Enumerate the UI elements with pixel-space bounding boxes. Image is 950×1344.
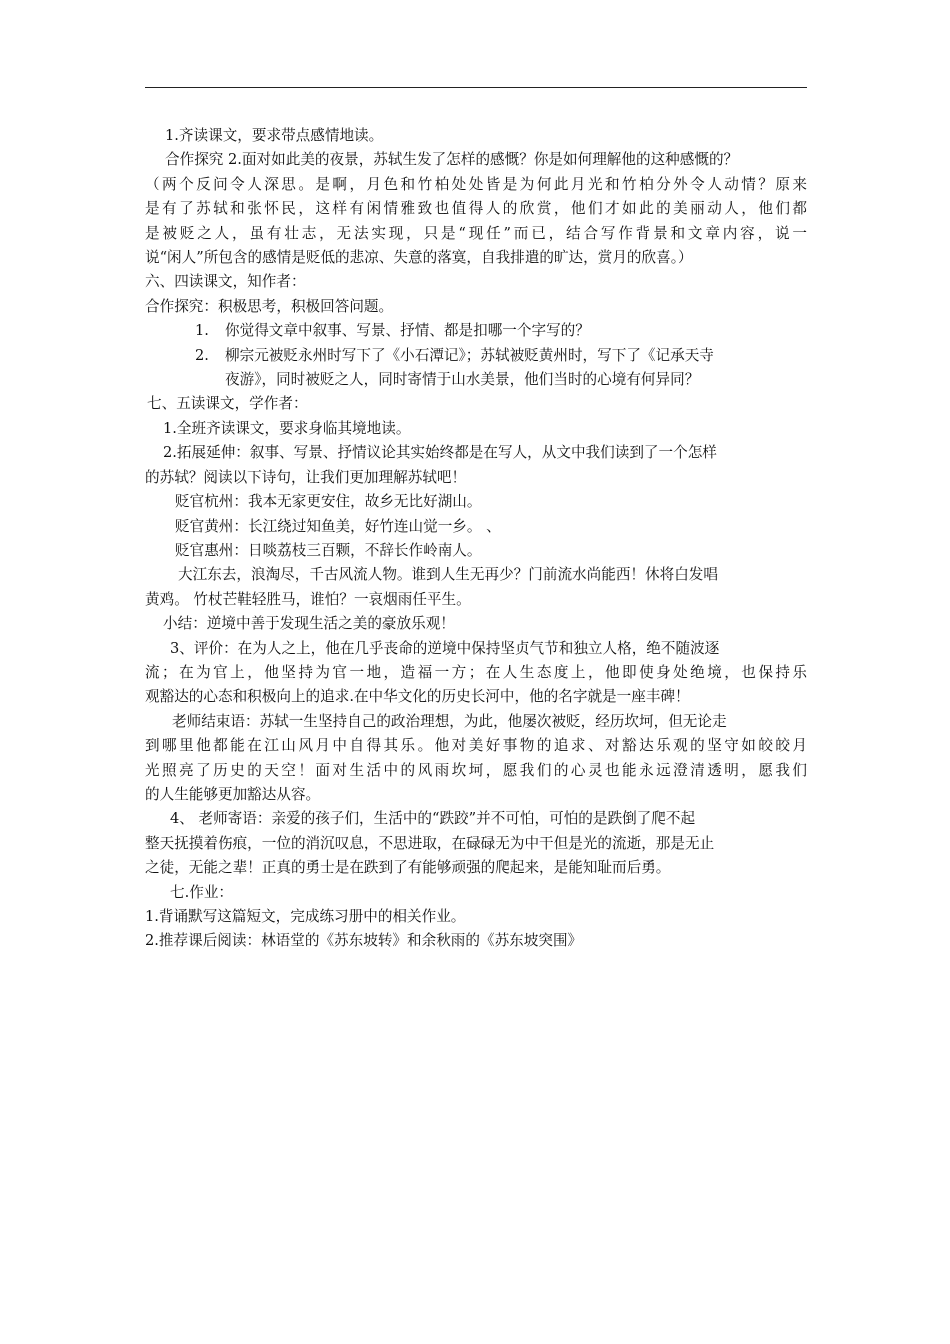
list-number: 2. [195,346,209,364]
para-line: 是有了苏轼和张怀民，这样有闲情雅致也值得人的欣赏，他们才如此的美丽动人，他们都 [145,200,807,218]
header-rule [145,87,807,88]
para-line: 到哪里他都能在江山风月中自得其乐。他对美好事物的追求、对豁达乐观的坚守如皎皎月 [145,737,807,755]
document-body [145,124,807,954]
para-line: 合作探究 2.面对如此美的夜景，苏轼生发了怎样的感慨？你是如何理解他的这种感慨的？ [165,151,739,169]
para-line: 的苏轼？阅读以下诗句，让我们更加理解苏轼吧！ [145,468,467,486]
para-line: 2.拓展延伸：叙事、写景、抒情议论其实始终都是在写人，从文中我们读到了一个怎样 [163,444,717,462]
poem-line: 大江东去，浪淘尽，千古风流人物。谁到人生无再少？门前流水尚能西！休将白发唱 [178,566,718,584]
section-heading: 七、五读课文，学作者： [147,395,308,413]
para-line: 1.全班齐读课文，要求身临其境地读。 [163,419,411,437]
poem-line: 黄鸡。 竹杖芒鞋轻胜马，谁怕？一哀烟雨任平生。 [145,590,471,608]
para-line: 1.齐读课文，要求带点感情地读。 [165,127,384,144]
para-line: 整天抚摸着伤痕，一位的消沉叹息，不思进取，在碌碌无为中干但是光的流逝，那是无止 [145,834,715,852]
poem-line: 贬官惠州：日啖荔枝三百颗，不辞长作岭南人。 [175,541,482,559]
list-item [145,319,807,343]
para-line: 说“闲人”所包含的感情是贬低的悲凉、失意的落寞，自我排遣的旷达，赏月的欣喜。） [145,249,693,267]
list-number: 1. [195,322,209,340]
poem-line: 贬官杭州：我本无家更安住，故乡无比好湖山。 [175,493,482,511]
section-heading: 七.作业： [170,883,234,901]
para-line: 合作探究：积极思考，积极回答问题。 [145,297,394,315]
para-line: 3、评价：在为人之上，他在几乎丧命的逆境中保持坚贞气节和独立人格，绝不随波逐 [170,639,720,657]
para-line: 是被贬之人，虽有壮志，无法实现，只是“现任”而已，结合写作背景和文章内容，说一 [145,224,807,242]
para-line: 之徒，无能之辈！正真的勇士是在跌到了有能够顽强的爬起来，是能知耻而后勇。 [145,859,671,877]
para-line: 观豁达的心态和积极向上的追求.在中华文化的历史长河中，他的名字就是一座丰碑！ [145,688,690,706]
homework-item: 2.推荐课后阅读：林语堂的《苏东坡转》和余秋雨的《苏东坡突围》 [145,932,583,950]
poem-line: 贬官黄州：长江绕过知鱼美，好竹连山觉一乡。 、 [175,517,501,535]
para-line: 光照亮了历史的天空！面对生活中的风雨坎坷，愿我们的心灵也能永远澄清透明，愿我们 [145,761,807,779]
list-text: 你觉得文章中叙事、写景、抒情、都是扣哪一个字写的？ [225,322,590,340]
para-line: （两个反问令人深思。是啊，月色和竹柏处处皆是为何此月光和竹柏分外令人动情？原来 [145,175,807,193]
para-line: 的人生能够更加豁达从容。 [145,785,321,803]
list-text-continued: 夜游》，同时被贬之人，同时寄情于山水美景，他们当时的心境有何异同？ [225,371,700,389]
para-line: 4、 老师寄语：亲爱的孩子们，生活中的“跌跤”并不可怕，可怕的是跌倒了爬不起 [170,810,696,828]
para-line: 流；在为官上，他坚持为官一地，造福一方；在人生态度上，他即使身处绝境，也保持乐 [145,663,807,681]
list-item [145,344,807,368]
section-heading: 六、四读课文，知作者： [145,273,306,291]
homework-item: 1.背诵默写这篇短文，完成练习册中的相关作业。 [145,908,466,925]
para-line: 老师结束语：苏轼一生坚持自己的政治理想，为此，他屡次被贬，经历坎坷，但无论走 [172,712,727,730]
summary-line: 小结：逆境中善于发现生活之美的豪放乐观！ [163,615,455,633]
list-text: 柳宗元被贬永州时写下了《小石潭记》；苏轼被贬黄州时，写下了《记承天寺 [225,346,714,364]
